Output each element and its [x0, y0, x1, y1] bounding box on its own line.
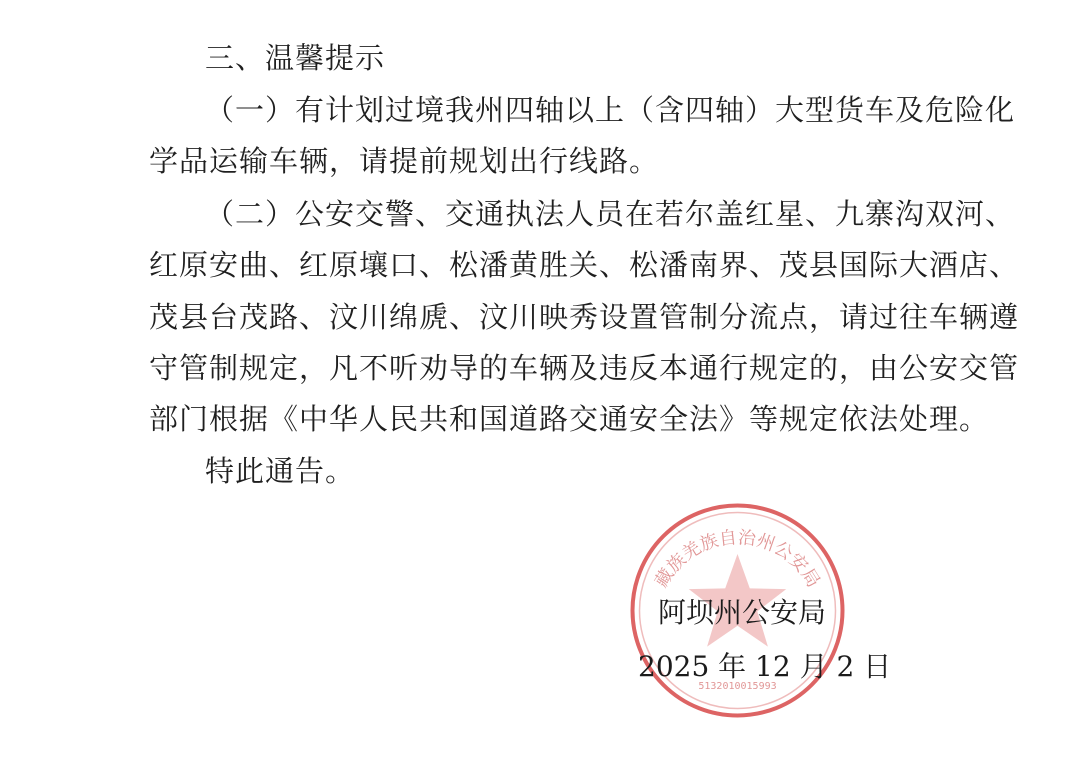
- paragraph-2-line-5: 部门根据《中华人民共和国道路交通安全法》等规定依法处理。: [149, 402, 990, 436]
- seal-inner-text: 藏族羌族自治州公安局: [651, 527, 824, 592]
- paragraph-2-line-4: 守管制规定，凡不听劝导的车辆及违反本通行规定的，由公安交管: [149, 351, 1020, 385]
- paragraph-2-line-3: 茂县台茂路、汶川绵虒、汶川映秀设置管制分流点，请过往车辆遵: [149, 300, 1020, 334]
- paragraph-2-line-1: （二）公安交警、交通执法人员在若尔盖红星、九寨沟双河、: [205, 197, 1016, 231]
- paragraph-1-line-2: 学品运输车辆，请提前规划出行线路。: [149, 144, 660, 178]
- issuer-name: 阿坝州公安局: [658, 596, 827, 629]
- seal-serial-number: 5132010015993: [698, 681, 777, 692]
- paragraph-2-line-2: 红原安曲、红原壤口、松潘黄胜关、松潘南界、茂县国际大酒店、: [149, 248, 1020, 282]
- section-heading: 三、温馨提示: [205, 41, 386, 75]
- paragraph-1-line-1: （一）有计划过境我州四轴以上（含四轴）大型货车及危险化: [205, 93, 1016, 127]
- issue-date: 2025 年 12 月 2 日: [638, 650, 892, 683]
- closing-statement: 特此通告。: [205, 454, 356, 488]
